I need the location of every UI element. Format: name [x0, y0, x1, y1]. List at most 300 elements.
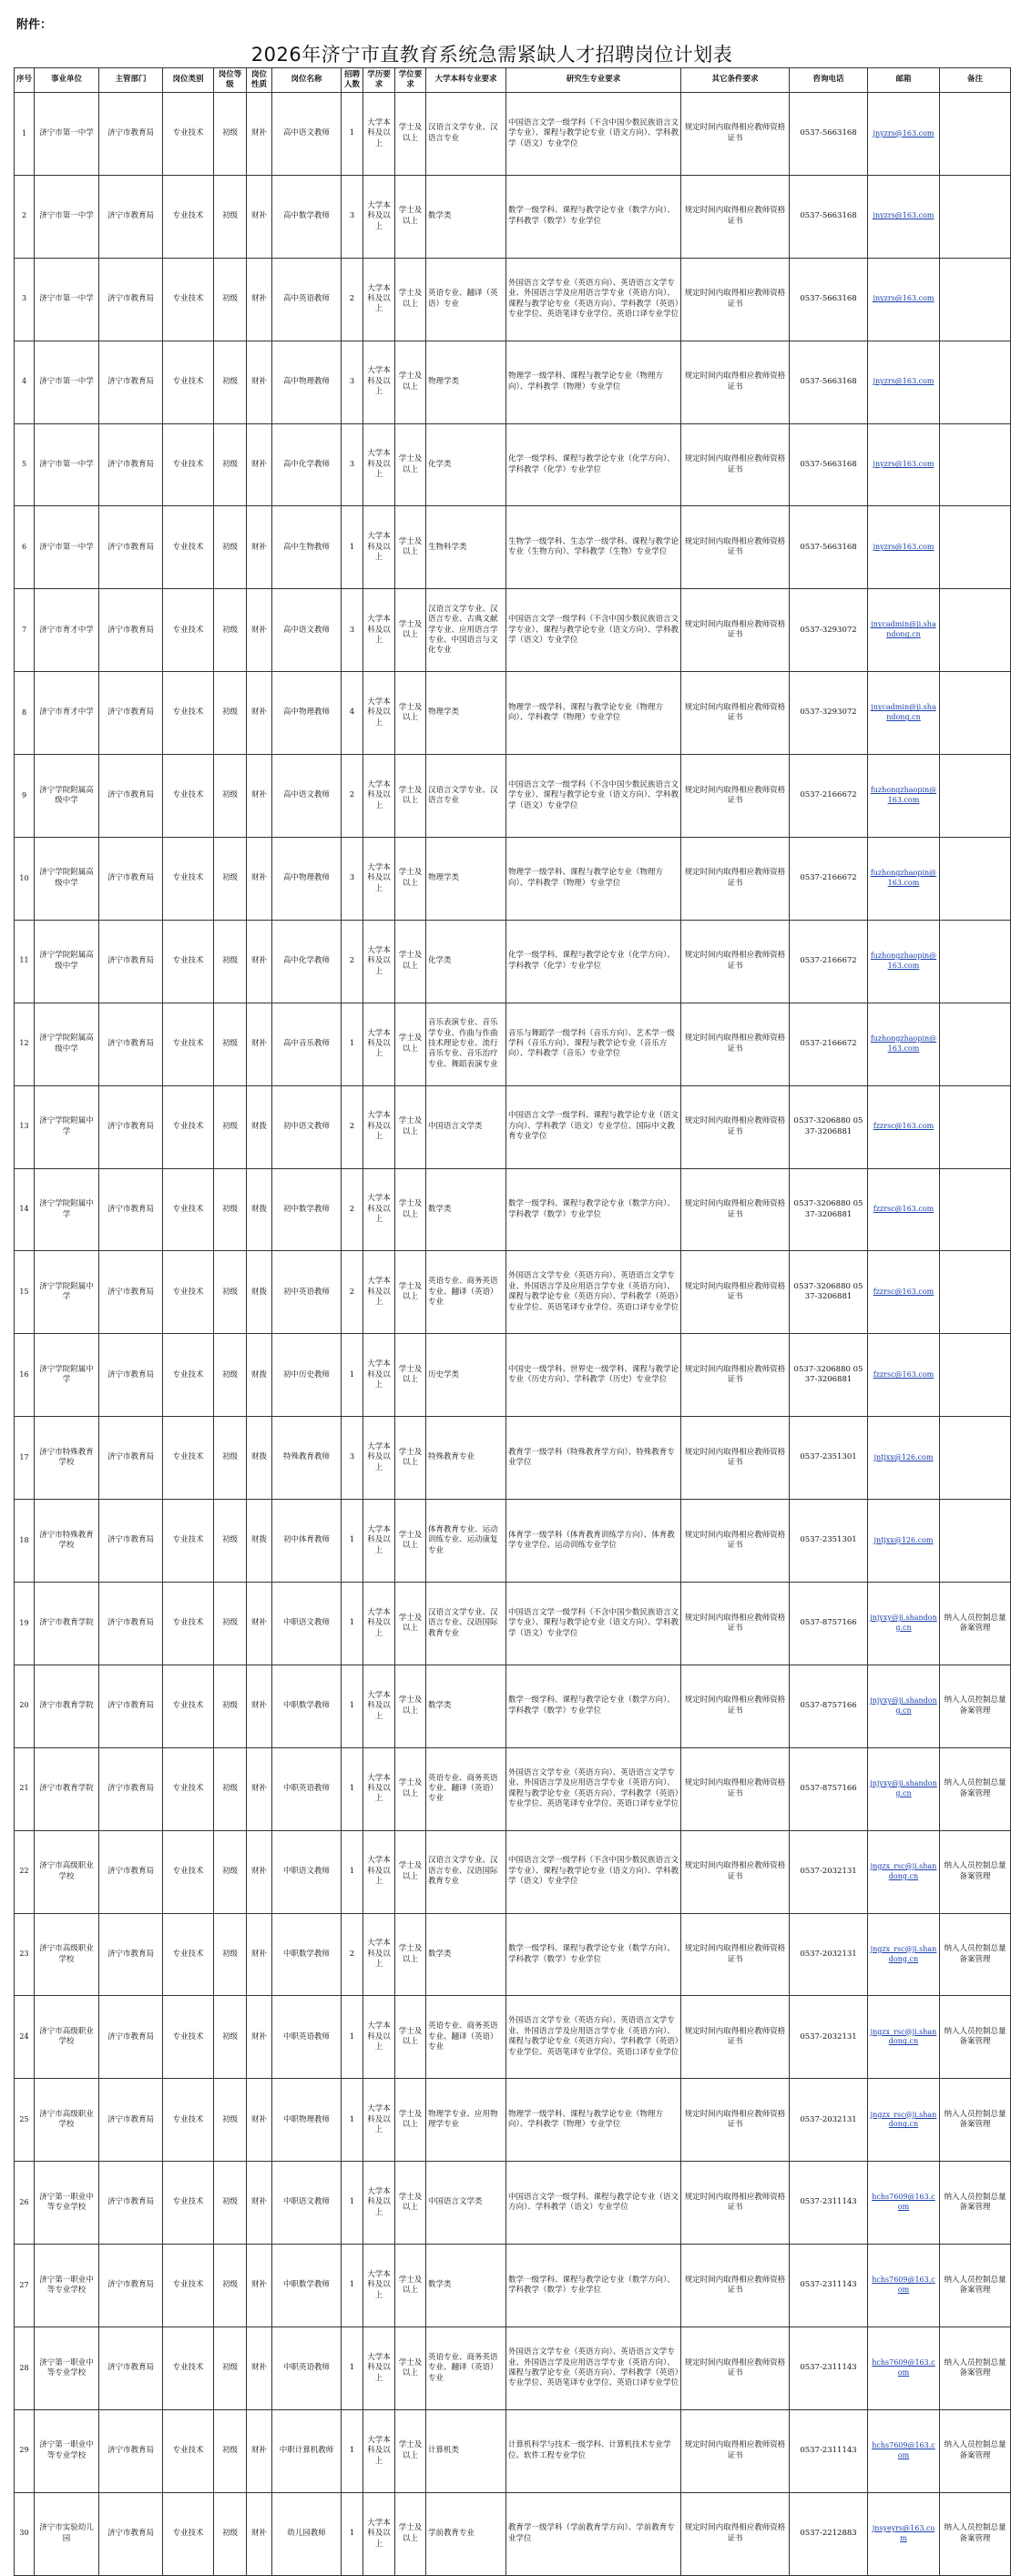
- row-number: 8: [15, 672, 35, 755]
- unit-cell: 济宁学院附属中学: [35, 1168, 99, 1251]
- column-header: 学历要求: [363, 68, 395, 93]
- level-cell: 初级: [214, 506, 247, 589]
- post-name-cell: 中职英语教师: [272, 1747, 342, 1830]
- category-cell: 专业技术: [163, 1168, 214, 1251]
- post-name-cell: 中职语文教师: [272, 2162, 342, 2245]
- post-name-cell: 初中历史教师: [272, 1334, 342, 1417]
- email-link[interactable]: jnyzrs@163.com: [868, 258, 940, 341]
- email-link[interactable]: fuzhongzhaopin@163.com: [868, 838, 940, 921]
- row-number: 27: [15, 2245, 35, 2327]
- note-cell: 纳入人员控制总量备案管理: [940, 1830, 1011, 1913]
- department-cell: 济宁市教育局: [99, 1168, 163, 1251]
- category-cell: 专业技术: [163, 1583, 214, 1665]
- nature-cell: 财补: [247, 1747, 272, 1830]
- note-cell: [940, 589, 1011, 672]
- column-header: 邮箱: [868, 68, 940, 93]
- department-cell: 济宁市教育局: [99, 1500, 163, 1583]
- note-cell: 纳入人员控制总量备案管理: [940, 1665, 1011, 1747]
- education-cell: 大学本科及以上: [363, 258, 395, 341]
- level-cell: 初级: [214, 1251, 247, 1334]
- unit-cell: 济宁第一职业中等专业学校: [35, 2162, 99, 2245]
- note-cell: 纳入人员控制总量备案管理: [940, 1996, 1011, 2079]
- graduate-major-cell: 中国语言文学一级学科、课程与教学论专业（语文方向）、学科教学（语文）专业学位: [506, 2162, 681, 2245]
- category-cell: 专业技术: [163, 2245, 214, 2327]
- undergrad-major-cell: 特殊教育专业: [426, 1417, 506, 1500]
- email-link[interactable]: jnycadmin@ji.shandong.cn: [868, 589, 940, 672]
- headcount-cell: 1: [342, 2162, 363, 2245]
- level-cell: 初级: [214, 1168, 247, 1251]
- unit-cell: 济宁市第一中学: [35, 93, 99, 176]
- table-row: [15, 1085, 1011, 1168]
- unit-cell: 济宁市教育学院: [35, 1665, 99, 1747]
- note-cell: [940, 1417, 1011, 1500]
- department-cell: 济宁市教育局: [99, 93, 163, 176]
- level-cell: 初级: [214, 1085, 247, 1168]
- headcount-cell: 1: [342, 2327, 363, 2410]
- degree-cell: 学士及以上: [395, 506, 426, 589]
- nature-cell: 财补: [247, 1996, 272, 2079]
- level-cell: 初级: [214, 1830, 247, 1913]
- row-number: 16: [15, 1334, 35, 1417]
- row-number: 30: [15, 2492, 35, 2575]
- other-requirements-cell: 规定时间内取得相应教师资格证书: [681, 175, 790, 258]
- degree-cell: 学士及以上: [395, 1913, 426, 1996]
- level-cell: 初级: [214, 93, 247, 176]
- headcount-cell: 1: [342, 93, 363, 176]
- category-cell: 专业技术: [163, 920, 214, 1003]
- level-cell: 初级: [214, 2492, 247, 2575]
- row-number: 1: [15, 93, 35, 176]
- undergrad-major-cell: 生物科学类: [426, 506, 506, 589]
- education-cell: 大学本科及以上: [363, 1251, 395, 1334]
- phone-cell: 0537-2032131: [790, 2079, 868, 2162]
- department-cell: 济宁市教育局: [99, 2327, 163, 2410]
- department-cell: 济宁市教育局: [99, 2245, 163, 2327]
- email-link[interactable]: jngzx_rsc@ji.shandong.cn: [868, 2079, 940, 2162]
- post-name-cell: 高中英语教师: [272, 258, 342, 341]
- education-cell: 大学本科及以上: [363, 1168, 395, 1251]
- level-cell: 初级: [214, 672, 247, 755]
- unit-cell: 济宁第一职业中等专业学校: [35, 2245, 99, 2327]
- undergrad-major-cell: 物理学类: [426, 838, 506, 921]
- post-name-cell: 高中生物教师: [272, 506, 342, 589]
- department-cell: 济宁市教育局: [99, 1665, 163, 1747]
- category-cell: 专业技术: [163, 1996, 214, 2079]
- phone-cell: 0537-3206880 0537-3206881: [790, 1334, 868, 1417]
- graduate-major-cell: 外国语言文学专业（英语方向）、英语语言文学专业、外国语言学及应用语言学专业（英语方向）、课程与教学论专业（英语方向）、学科教学（英语）专业学位、英语笔译专业学位、英语口译专业学位: [506, 258, 681, 341]
- email-link[interactable]: jnjyxy@ji.shandong.cn: [868, 1747, 940, 1830]
- table-row: [15, 2245, 1011, 2327]
- department-cell: 济宁市教育局: [99, 1747, 163, 1830]
- post-name-cell: 中职物理教师: [272, 2079, 342, 2162]
- level-cell: 初级: [214, 258, 247, 341]
- post-name-cell: 高中化学教师: [272, 423, 342, 506]
- nature-cell: 财拨: [247, 1251, 272, 1334]
- department-cell: 济宁市教育局: [99, 920, 163, 1003]
- post-name-cell: 初中体育教师: [272, 1500, 342, 1583]
- column-header: 备注: [940, 68, 1011, 93]
- email-link[interactable]: jnyzrs@163.com: [868, 93, 940, 176]
- department-cell: 济宁市教育局: [99, 2079, 163, 2162]
- other-requirements-cell: 规定时间内取得相应教师资格证书: [681, 2327, 790, 2410]
- other-requirements-cell: 规定时间内取得相应教师资格证书: [681, 2245, 790, 2327]
- graduate-major-cell: 中国语言文学一级学科（不含中国少数民族语言文学专业）、课程与教学论专业（语文方向）、学科教学（语文）专业学位: [506, 755, 681, 838]
- department-cell: 济宁市教育局: [99, 1830, 163, 1913]
- row-number: 13: [15, 1085, 35, 1168]
- email-link[interactable]: fuzhongzhaopin@163.com: [868, 1003, 940, 1085]
- column-header: 招聘人数: [342, 68, 363, 93]
- level-cell: 初级: [214, 920, 247, 1003]
- undergrad-major-cell: 数学类: [426, 175, 506, 258]
- degree-cell: 学士及以上: [395, 1251, 426, 1334]
- category-cell: 专业技术: [163, 258, 214, 341]
- education-cell: 大学本科及以上: [363, 423, 395, 506]
- category-cell: 专业技术: [163, 1830, 214, 1913]
- degree-cell: 学士及以上: [395, 1665, 426, 1747]
- phone-cell: 0537-2311143: [790, 2327, 868, 2410]
- undergrad-major-cell: 学前教育专业: [426, 2492, 506, 2575]
- headcount-cell: 1: [342, 1003, 363, 1085]
- nature-cell: 财补: [247, 175, 272, 258]
- note-cell: [940, 93, 1011, 176]
- post-name-cell: 中职语文教师: [272, 1830, 342, 1913]
- recruitment-table: [14, 67, 1011, 2576]
- email-link[interactable]: hchs7609@163.com: [868, 2409, 940, 2492]
- graduate-major-cell: 数学一级学科、课程与教学论专业（数学方向）、学科教学（数学）专业学位: [506, 1168, 681, 1251]
- undergrad-major-cell: 音乐表演专业、音乐学专业、作曲与作曲技术理论专业、流行音乐专业、音乐治疗专业、舞蹈表演专业: [426, 1003, 506, 1085]
- phone-cell: 0537-8757166: [790, 1583, 868, 1665]
- note-cell: [940, 258, 1011, 341]
- graduate-major-cell: 中国语言文学一级学科（不含中国少数民族语言文学专业）、课程与教学论专业（语文方向）、学科教学（语文）专业学位: [506, 1830, 681, 1913]
- email-link[interactable]: jnjyxy@ji.shandong.cn: [868, 1665, 940, 1747]
- degree-cell: 学士及以上: [395, 93, 426, 176]
- level-cell: 初级: [214, 1417, 247, 1500]
- graduate-major-cell: 中国语言文学一级学科、课程与教学论专业（语文方向）、学科教学（语文）专业学位、国际中文教育专业学位: [506, 1085, 681, 1168]
- category-cell: 专业技术: [163, 175, 214, 258]
- degree-cell: 学士及以上: [395, 838, 426, 921]
- attachment-label: 附件：: [16, 18, 53, 32]
- other-requirements-cell: 规定时间内取得相应教师资格证书: [681, 2409, 790, 2492]
- post-name-cell: 高中音乐教师: [272, 1003, 342, 1085]
- department-cell: 济宁市教育局: [99, 506, 163, 589]
- other-requirements-cell: 规定时间内取得相应教师资格证书: [681, 1830, 790, 1913]
- phone-cell: 0537-2351301: [790, 1417, 868, 1500]
- undergrad-major-cell: 数学类: [426, 2245, 506, 2327]
- phone-cell: 0537-5663168: [790, 175, 868, 258]
- nature-cell: 财补: [247, 423, 272, 506]
- headcount-cell: 1: [342, 2409, 363, 2492]
- headcount-cell: 2: [342, 258, 363, 341]
- headcount-cell: 1: [342, 2245, 363, 2327]
- nature-cell: 财补: [247, 258, 272, 341]
- level-cell: 初级: [214, 1334, 247, 1417]
- phone-cell: 0537-8757166: [790, 1665, 868, 1747]
- email-link[interactable]: fzzrsc@163.com: [868, 1085, 940, 1168]
- email-link[interactable]: jntjxx@126.com: [868, 1417, 940, 1500]
- graduate-major-cell: 音乐与舞蹈学一级学科（音乐方向）、艺术学一级学科（音乐方向）、课程与教学论专业（音乐方向）、学科教学（音乐）专业学位: [506, 1003, 681, 1085]
- phone-cell: 0537-2311143: [790, 2409, 868, 2492]
- unit-cell: 济宁学院附属高级中学: [35, 920, 99, 1003]
- phone-cell: 0537-2311143: [790, 2245, 868, 2327]
- category-cell: 专业技术: [163, 1334, 214, 1417]
- other-requirements-cell: 规定时间内取得相应教师资格证书: [681, 2079, 790, 2162]
- undergrad-major-cell: 英语专业、商务英语专业、翻译（英语）专业: [426, 2327, 506, 2410]
- headcount-cell: 1: [342, 1583, 363, 1665]
- column-header: 岗位类别: [163, 68, 214, 93]
- email-link[interactable]: jngzx_rsc@ji.shandong.cn: [868, 1830, 940, 1913]
- education-cell: 大学本科及以上: [363, 755, 395, 838]
- row-number: 19: [15, 1583, 35, 1665]
- headcount-cell: 1: [342, 1747, 363, 1830]
- other-requirements-cell: 规定时间内取得相应教师资格证书: [681, 1583, 790, 1665]
- nature-cell: 财补: [247, 341, 272, 423]
- note-cell: [940, 175, 1011, 258]
- column-header: 岗位性质: [247, 68, 272, 93]
- degree-cell: 学士及以上: [395, 341, 426, 423]
- email-link[interactable]: hchs7609@163.com: [868, 2245, 940, 2327]
- email-link[interactable]: fuzhongzhaopin@163.com: [868, 755, 940, 838]
- undergrad-major-cell: 英语专业、商务英语专业、翻译（英语）专业: [426, 1251, 506, 1334]
- unit-cell: 济宁学院附属中学: [35, 1085, 99, 1168]
- unit-cell: 济宁学院附属高级中学: [35, 838, 99, 921]
- level-cell: 初级: [214, 175, 247, 258]
- category-cell: 专业技术: [163, 672, 214, 755]
- department-cell: 济宁市教育局: [99, 589, 163, 672]
- post-name-cell: 中职数学教师: [272, 2245, 342, 2327]
- undergrad-major-cell: 汉语言文学专业、汉语言专业: [426, 93, 506, 176]
- note-cell: 纳入人员控制总量备案管理: [940, 2079, 1011, 2162]
- note-cell: [940, 838, 1011, 921]
- table-row: [15, 1168, 1011, 1251]
- degree-cell: 学士及以上: [395, 1583, 426, 1665]
- education-cell: 大学本科及以上: [363, 2245, 395, 2327]
- email-link[interactable]: jnjyxy@ji.shandong.cn: [868, 1583, 940, 1665]
- email-link[interactable]: jnyzrs@163.com: [868, 423, 940, 506]
- post-name-cell: 高中语文教师: [272, 93, 342, 176]
- email-link[interactable]: jnyzrs@163.com: [868, 506, 940, 589]
- headcount-cell: 1: [342, 1996, 363, 2079]
- row-number: 12: [15, 1003, 35, 1085]
- level-cell: 初级: [214, 2409, 247, 2492]
- education-cell: 大学本科及以上: [363, 1996, 395, 2079]
- department-cell: 济宁市教育局: [99, 341, 163, 423]
- post-name-cell: 中职英语教师: [272, 2327, 342, 2410]
- undergrad-major-cell: 物理学专业、应用物理学专业: [426, 2079, 506, 2162]
- other-requirements-cell: 规定时间内取得相应教师资格证书: [681, 506, 790, 589]
- page-title: 2026年济宁市直教育系统急需紧缺人才招聘岗位计划表: [250, 44, 733, 66]
- other-requirements-cell: 规定时间内取得相应教师资格证书: [681, 1334, 790, 1417]
- education-cell: 大学本科及以上: [363, 2327, 395, 2410]
- table-row: [15, 1830, 1011, 1913]
- other-requirements-cell: 规定时间内取得相应教师资格证书: [681, 1665, 790, 1747]
- nature-cell: 财补: [247, 1003, 272, 1085]
- email-link[interactable]: hchs7609@163.com: [868, 2162, 940, 2245]
- post-name-cell: 高中物理教师: [272, 341, 342, 423]
- note-cell: [940, 920, 1011, 1003]
- undergrad-major-cell: 数学类: [426, 1168, 506, 1251]
- note-cell: [940, 755, 1011, 838]
- nature-cell: 财补: [247, 93, 272, 176]
- department-cell: 济宁市教育局: [99, 2409, 163, 2492]
- degree-cell: 学士及以上: [395, 2409, 426, 2492]
- category-cell: 专业技术: [163, 1913, 214, 1996]
- email-link[interactable]: jngzx_rsc@ji.shandong.cn: [868, 1996, 940, 2079]
- column-header: 学位要求: [395, 68, 426, 93]
- degree-cell: 学士及以上: [395, 423, 426, 506]
- graduate-major-cell: 体育学一级学科（体育教育训练学方向）、体育教学专业学位、运动训练专业学位: [506, 1500, 681, 1583]
- level-cell: 初级: [214, 423, 247, 506]
- row-number: 4: [15, 341, 35, 423]
- other-requirements-cell: 规定时间内取得相应教师资格证书: [681, 93, 790, 176]
- unit-cell: 济宁市教育学院: [35, 1583, 99, 1665]
- category-cell: 专业技术: [163, 2079, 214, 2162]
- table-row: [15, 506, 1011, 589]
- degree-cell: 学士及以上: [395, 2162, 426, 2245]
- other-requirements-cell: 规定时间内取得相应教师资格证书: [681, 423, 790, 506]
- email-link[interactable]: fuzhongzhaopin@163.com: [868, 920, 940, 1003]
- other-requirements-cell: 规定时间内取得相应教师资格证书: [681, 755, 790, 838]
- other-requirements-cell: 规定时间内取得相应教师资格证书: [681, 1747, 790, 1830]
- headcount-cell: 2: [342, 1251, 363, 1334]
- table-body: [15, 93, 1011, 2576]
- undergrad-major-cell: 化学类: [426, 920, 506, 1003]
- nature-cell: 财补: [247, 2162, 272, 2245]
- email-link[interactable]: jnyzrs@163.com: [868, 341, 940, 423]
- phone-cell: 0537-2351301: [790, 1500, 868, 1583]
- table-row: [15, 258, 1011, 341]
- level-cell: 初级: [214, 1665, 247, 1747]
- nature-cell: 财补: [247, 2492, 272, 2575]
- education-cell: 大学本科及以上: [363, 1830, 395, 1913]
- table-row: [15, 1417, 1011, 1500]
- post-name-cell: 中职语文教师: [272, 1583, 342, 1665]
- post-name-cell: 初中语文教师: [272, 1085, 342, 1168]
- table-row: [15, 755, 1011, 838]
- note-cell: 纳入人员控制总量备案管理: [940, 2245, 1011, 2327]
- row-number: 25: [15, 2079, 35, 2162]
- category-cell: 专业技术: [163, 93, 214, 176]
- email-link[interactable]: fzzrsc@163.com: [868, 1251, 940, 1334]
- phone-cell: 0537-2166672: [790, 838, 868, 921]
- degree-cell: 学士及以上: [395, 1003, 426, 1085]
- category-cell: 专业技术: [163, 2409, 214, 2492]
- email-link[interactable]: jnycadmin@ji.shandong.cn: [868, 672, 940, 755]
- unit-cell: 济宁市第一中学: [35, 423, 99, 506]
- department-cell: 济宁市教育局: [99, 1417, 163, 1500]
- note-cell: [940, 1251, 1011, 1334]
- degree-cell: 学士及以上: [395, 1996, 426, 2079]
- unit-cell: 济宁学院附属高级中学: [35, 1003, 99, 1085]
- other-requirements-cell: 规定时间内取得相应教师资格证书: [681, 341, 790, 423]
- education-cell: 大学本科及以上: [363, 175, 395, 258]
- phone-cell: 0537-3293072: [790, 589, 868, 672]
- other-requirements-cell: 规定时间内取得相应教师资格证书: [681, 258, 790, 341]
- degree-cell: 学士及以上: [395, 589, 426, 672]
- department-cell: 济宁市教育局: [99, 175, 163, 258]
- graduate-major-cell: 生物学一级学科、生态学一级学科、课程与教学论专业（生物方向）、学科教学（生物）专业学位: [506, 506, 681, 589]
- category-cell: 专业技术: [163, 506, 214, 589]
- level-cell: 初级: [214, 341, 247, 423]
- email-link[interactable]: jnsyeyrs@163.com: [868, 2492, 940, 2575]
- undergrad-major-cell: 英语专业、翻译（英语）专业: [426, 258, 506, 341]
- undergrad-major-cell: 英语专业、商务英语专业、翻译（英语）专业: [426, 1747, 506, 1830]
- note-cell: [940, 1500, 1011, 1583]
- row-number: 3: [15, 258, 35, 341]
- graduate-major-cell: 物理学一级学科、课程与教学论专业（物理方向）、学科教学（物理）专业学位: [506, 672, 681, 755]
- graduate-major-cell: 数学一级学科、课程与教学论专业（数学方向）、学科教学（数学）专业学位: [506, 2245, 681, 2327]
- email-link[interactable]: hchs7609@163.com: [868, 2327, 940, 2410]
- row-number: 11: [15, 920, 35, 1003]
- undergrad-major-cell: 化学类: [426, 423, 506, 506]
- education-cell: 大学本科及以上: [363, 1665, 395, 1747]
- category-cell: 专业技术: [163, 1500, 214, 1583]
- email-link[interactable]: jngzx_rsc@ji.shandong.cn: [868, 1913, 940, 1996]
- undergrad-major-cell: 数学类: [426, 1665, 506, 1747]
- row-number: 7: [15, 589, 35, 672]
- degree-cell: 学士及以上: [395, 1500, 426, 1583]
- post-name-cell: 高中化学教师: [272, 920, 342, 1003]
- post-name-cell: 特殊教育教师: [272, 1417, 342, 1500]
- other-requirements-cell: 规定时间内取得相应教师资格证书: [681, 2492, 790, 2575]
- degree-cell: 学士及以上: [395, 1168, 426, 1251]
- row-number: 9: [15, 755, 35, 838]
- email-link[interactable]: fzzrsc@163.com: [868, 1334, 940, 1417]
- graduate-major-cell: 中国语言文学一级学科（不含中国少数民族语言文学专业）、课程与教学论专业（语文方向）、学科教学（语文）专业学位: [506, 93, 681, 176]
- email-link[interactable]: jntjxx@126.com: [868, 1500, 940, 1583]
- unit-cell: 济宁学院附属高级中学: [35, 755, 99, 838]
- other-requirements-cell: 规定时间内取得相应教师资格证书: [681, 1996, 790, 2079]
- degree-cell: 学士及以上: [395, 1747, 426, 1830]
- undergrad-major-cell: 汉语言文学专业、汉语言专业、汉语国际教育专业: [426, 1583, 506, 1665]
- headcount-cell: 1: [342, 1500, 363, 1583]
- post-name-cell: 高中数学教师: [272, 175, 342, 258]
- undergrad-major-cell: 物理学类: [426, 672, 506, 755]
- degree-cell: 学士及以上: [395, 1334, 426, 1417]
- note-cell: 纳入人员控制总量备案管理: [940, 2162, 1011, 2245]
- education-cell: 大学本科及以上: [363, 1334, 395, 1417]
- post-name-cell: 初中数学教师: [272, 1168, 342, 1251]
- nature-cell: 财补: [247, 506, 272, 589]
- category-cell: 专业技术: [163, 755, 214, 838]
- post-name-cell: 中职数学教师: [272, 1913, 342, 1996]
- email-link[interactable]: jnyzrs@163.com: [868, 175, 940, 258]
- note-cell: 纳入人员控制总量备案管理: [940, 2492, 1011, 2575]
- education-cell: 大学本科及以上: [363, 2492, 395, 2575]
- row-number: 14: [15, 1168, 35, 1251]
- level-cell: 初级: [214, 1996, 247, 2079]
- row-number: 26: [15, 2162, 35, 2245]
- nature-cell: 财补: [247, 589, 272, 672]
- level-cell: 初级: [214, 1747, 247, 1830]
- headcount-cell: 1: [342, 506, 363, 589]
- graduate-major-cell: 外国语言文学专业（英语方向）、英语语言文学专业、外国语言学及应用语言学专业（英语方向）、课程与教学论专业（英语方向）、学科教学（英语）专业学位、英语笔译专业学位、英语口译专业学位: [506, 1996, 681, 2079]
- column-header: 其它条件要求: [681, 68, 790, 93]
- department-cell: 济宁市教育局: [99, 2492, 163, 2575]
- level-cell: 初级: [214, 2327, 247, 2410]
- table-row: [15, 1251, 1011, 1334]
- graduate-major-cell: 教育学一级学科（学前教育学方向）、学前教育专业学位: [506, 2492, 681, 2575]
- column-header: 研究生专业要求: [506, 68, 681, 93]
- headcount-cell: 1: [342, 1334, 363, 1417]
- phone-cell: 0537-2032131: [790, 1830, 868, 1913]
- level-cell: 初级: [214, 838, 247, 921]
- undergrad-major-cell: 汉语言文学专业、汉语言专业、古典文献学专业、应用语言学专业、中国语言与文化专业: [426, 589, 506, 672]
- graduate-major-cell: 中国语言文学一级学科（不含中国少数民族语言文学专业）、课程与教学论专业（语文方向）、学科教学（语文）专业学位: [506, 1583, 681, 1665]
- unit-cell: 济宁市实验幼儿园: [35, 2492, 99, 2575]
- phone-cell: 0537-5663168: [790, 341, 868, 423]
- post-name-cell: 中职数学教师: [272, 1665, 342, 1747]
- email-link[interactable]: fzzrsc@163.com: [868, 1168, 940, 1251]
